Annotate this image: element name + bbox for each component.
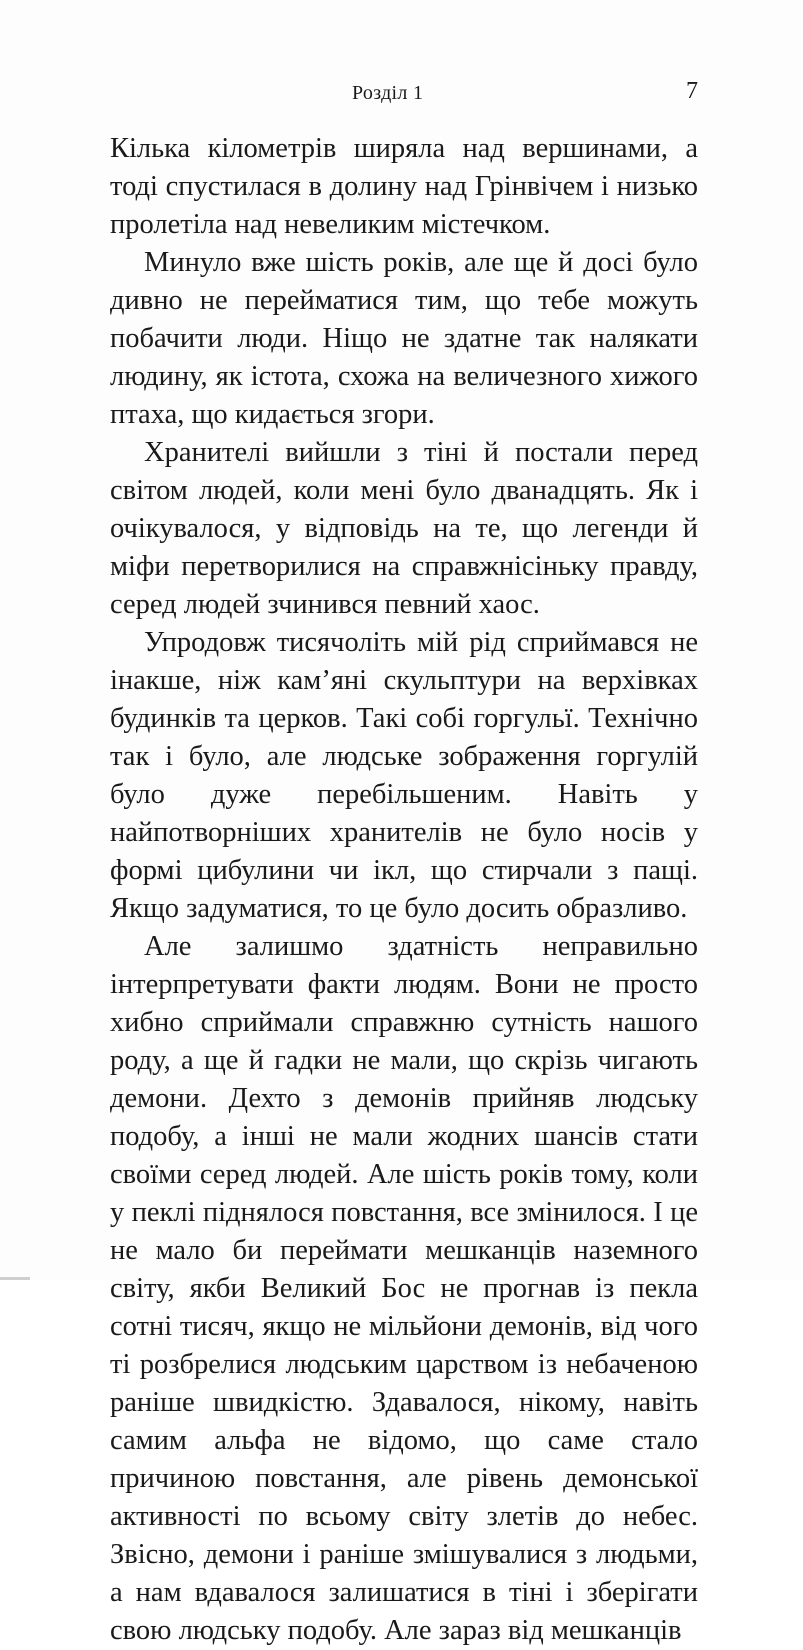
paragraph-5: Але залишмо здатність неправильно інтерпретувати факти людям. Вони не просто хибно сприймали справжню сутність нашого роду, а ще й гадки не мали, що скрізь чигають демони. Дехто з демонів прийняв людську подобу, а інші не мали жодних шансів стати своїми серед людей. Але шість років тому, коли у пеклі піднялося повстання, все змінилося. І це не мало би переймати мешканців наземного світу, якби Великий Бос не прогнав із пекла сотні тисяч, якщо не мільйони демонів, від чого ті розбрелися людським царством із небаченою раніше швидкістю. Здавалося, нікому, навіть самим альфа не відомо, що саме стало причиною повстання, але рівень демонської активності по всьому світу злетів до небес. Звісно, демони і раніше змішувалися з людьми, а нам вдавалося залишатися в тіні і зберігати свою людську подобу. Але зараз від мешканців xyxy=(110,931,698,1646)
running-head xyxy=(110,78,698,108)
chapter-title: Розділ 1 xyxy=(352,82,424,104)
paragraph-2: Минуло вже шість років, але ще й досі було дивно не перейматися тим, що тебе можуть побачити люди. Ніщо не здатне так налякати людину, як істота, схожа на величезного хижого птаха, що кидається згори. xyxy=(110,247,698,430)
body-text xyxy=(110,130,698,1650)
page-number: 7 xyxy=(686,78,698,104)
paragraph-4: Упродовж тисячоліть мій рід сприймався не інакше, ніж кам’яні скульптури на верхівках будинків та церков. Такі собі горгульї. Технічно так і було, але людське зображення горгулій було дуже перебільшеним. Навіть у найпотворніших хранителів не було носів у формі цибулини чи ікл, що стирчали з пащі. Якщо задуматися, то це було досить образливо. xyxy=(110,627,698,924)
paragraph-1: Кілька кілометрів ширяла над вершинами, а тоді спустилася в долину над Грінвічем і низько пролетіла над невеликим містечком. xyxy=(110,133,698,240)
paragraph-3: Хранителі вийшли з тіні й постали перед світом людей, коли мені було дванадцять. Як і очікувалося, у відповідь на те, що легенди й міфи перетворилися на справжнісіньку правду, серед людей зчинився певний хаос. xyxy=(110,437,698,620)
